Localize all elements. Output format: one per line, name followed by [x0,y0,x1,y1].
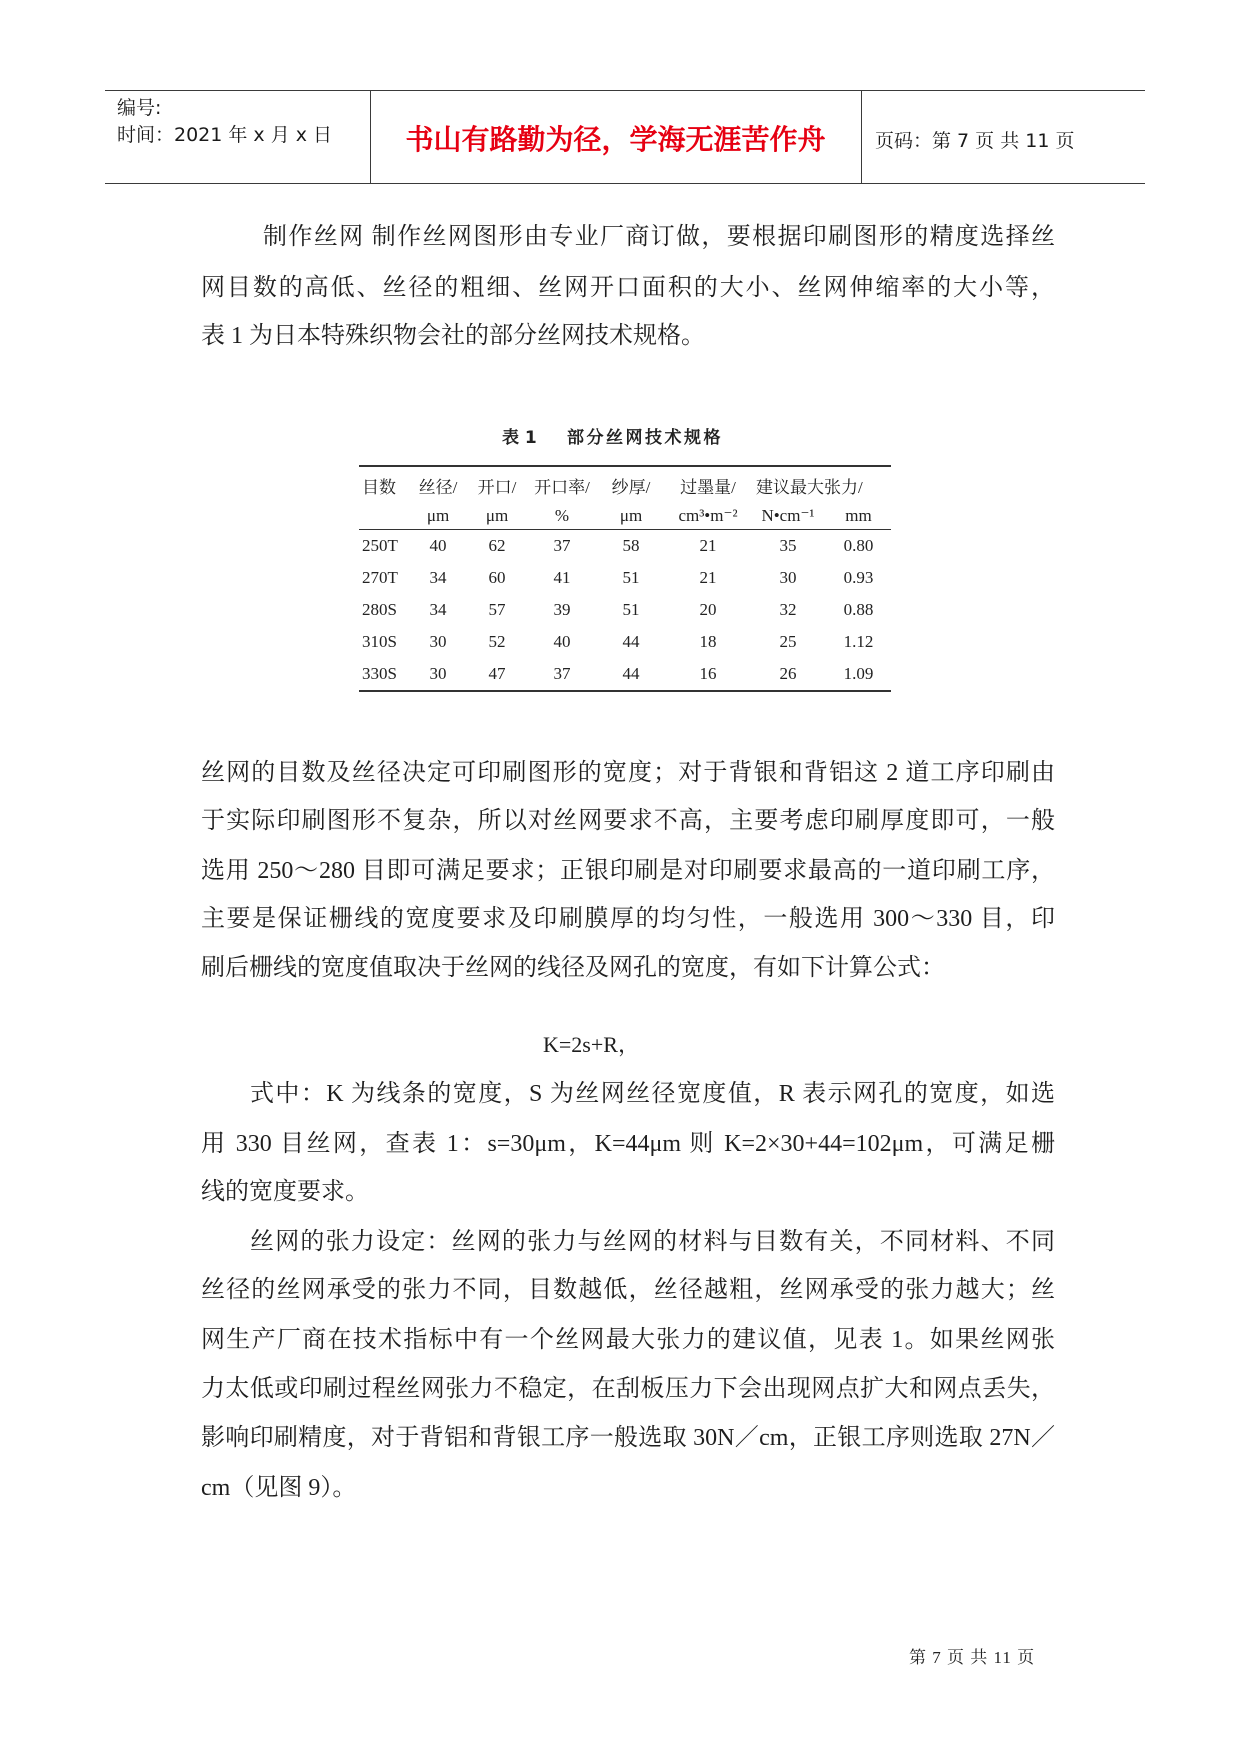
table-header-cell: 目数 [362,477,396,497]
table-cell: 51 [622,600,640,619]
table-cell: 34 [429,568,447,587]
header-number-label: 编号: [117,97,162,119]
table-cell: 37 [553,664,571,683]
table-unit-cell: μm [466,503,528,530]
table-caption-number: 表 1 [502,428,537,448]
table-cell: 21 [699,536,717,555]
paragraph-line: 制作丝网 制作丝网图形由专业厂商订做，要根据印刷图形的精度选择丝 [263,224,1055,250]
table-cell: 52 [488,632,506,651]
table-cell: 41 [553,568,571,587]
table-cell: 270T [362,568,398,587]
paragraph-line: cm（见图 9）。 [201,1475,357,1501]
page-footer: 第 7 页 共 11 页 [909,1648,1036,1667]
table-cell: 26 [779,664,797,683]
table-row [359,530,891,563]
paragraph-line: 选用 250～280 目即可满足要求；正银印刷是对印刷要求最高的一道印刷工序， [201,858,1055,884]
paragraph-line: 刷后栅线的宽度值取决于丝网的线径及网孔的宽度，有如下计算公式： [201,955,945,981]
table-unit-row [359,503,891,530]
table-unit-cell: μm [596,503,666,530]
table-cell: 250T [362,536,398,555]
table-unit-cell: μm [410,503,466,530]
table-cell: 39 [553,600,571,619]
table-header-cell: 丝径/ [418,477,458,497]
paragraph-line: 网生产厂商在技术指标中有一个丝网最大张力的建议值，见表 1。如果丝网张 [201,1327,1055,1353]
table-cell: 0.88 [843,600,874,619]
table-cell: 40 [429,536,447,555]
table-cell: 280S [362,600,397,619]
table-unit-cell: mm [826,503,891,530]
formula: K=2s+R， [543,1032,640,1057]
table-cell: 30 [779,568,797,587]
table-unit-cell: cm³•m⁻² [666,503,750,530]
header-motto: 书山有路勤为径，学海无涯苦作舟 [405,123,826,156]
table-cell: 16 [699,664,717,683]
table-cell: 62 [488,536,506,555]
table-row [359,658,891,691]
paragraph-line: 力太低或印刷过程丝网张力不稳定，在刮板压力下会出现网点扩大和网点丢失， [201,1376,1055,1402]
table-row [359,626,891,658]
table-cell: 47 [488,664,506,683]
table-unit-cell [359,503,410,530]
header-divider-right [861,90,862,183]
table-cell: 44 [622,664,640,683]
paragraph-line: 网目数的高低、丝径的粗细、丝网开口面积的大小、丝网伸缩率的大小等， [201,275,1055,301]
table-unit-cell: N•cm⁻¹ [750,503,826,530]
table-cell: 30 [429,632,447,651]
table-cell: 58 [622,536,640,555]
table-header-row [359,466,891,503]
table-cell: 20 [699,600,717,619]
table-cell: 1.09 [843,664,874,683]
table-header-cell: 过墨量/ [680,477,736,497]
header-page-label: 页码：第 7 页 共 11 页 [875,130,1075,152]
paragraph-line: 式中：K 为线条的宽度，S 为丝网丝径宽度值，R 表示网孔的宽度，如选 [250,1081,1055,1107]
paragraph-line: 丝径的丝网承受的张力不同，目数越低，丝径越粗，丝网承受的张力越大；丝 [201,1277,1055,1303]
paragraph-line: 丝网的张力设定：丝网的张力与丝网的材料与目数有关，不同材料、不同 [250,1229,1055,1255]
table-cell: 51 [622,568,640,587]
paragraph-line: 影响印刷精度，对于背铝和背银工序一般选取 30N／cm，正银工序则选取 27N／ [201,1425,1055,1451]
table-cell: 60 [488,568,506,587]
table-cell: 32 [779,600,797,619]
table-header-cell: 开口率/ [534,477,590,497]
table-cell: 21 [699,568,717,587]
table-cell: 330S [362,664,397,683]
table-caption-title: 部分丝网技术规格 [567,428,723,448]
table-header-cell: 建议最大张力/ [756,477,863,497]
table-cell: 34 [429,600,447,619]
table-row [359,594,891,626]
table-cell: 35 [779,536,797,555]
mesh-spec-table [359,465,891,692]
table-unit-cell: % [528,503,596,530]
table-cell: 0.93 [843,568,874,587]
table-cell: 1.12 [843,632,874,651]
header-bottom-rule [105,183,1145,184]
table-cell: 0.80 [843,536,874,555]
table-row [359,562,891,594]
paragraph-line: 表 1 为日本特殊织物会社的部分丝网技术规格。 [201,323,705,349]
table-cell: 25 [779,632,797,651]
table-cell: 37 [553,536,571,555]
header-top-rule [105,90,1145,91]
paragraph-line: 线的宽度要求。 [201,1179,369,1205]
paragraph-line: 丝网的目数及丝径决定可印刷图形的宽度；对于背银和背铝这 2 道工序印刷由 [201,760,1055,786]
paragraph-line: 用 330 目丝网，查表 1：s=30μm，K=44μm 则 K=2×30+44=102μm，可满足栅 [201,1131,1055,1157]
table-cell: 40 [553,632,571,651]
table-header-cell: 纱厚/ [611,477,651,497]
table-cell: 57 [488,600,506,619]
table-cell: 310S [362,632,397,651]
table-cell: 30 [429,664,447,683]
header-time-label: 时间：2021 年 x 月 x 日 [117,124,333,146]
table-cell: 18 [699,632,717,651]
table-cell: 44 [622,632,640,651]
paragraph-line: 于实际印刷图形不复杂，所以对丝网要求不高，主要考虑印刷厚度即可，一般 [201,808,1055,834]
paragraph-line: 主要是保证栅线的宽度要求及印刷膜厚的均匀性，一般选用 300～330 目，印 [201,906,1055,932]
table-header-cell: 开口/ [477,477,517,497]
